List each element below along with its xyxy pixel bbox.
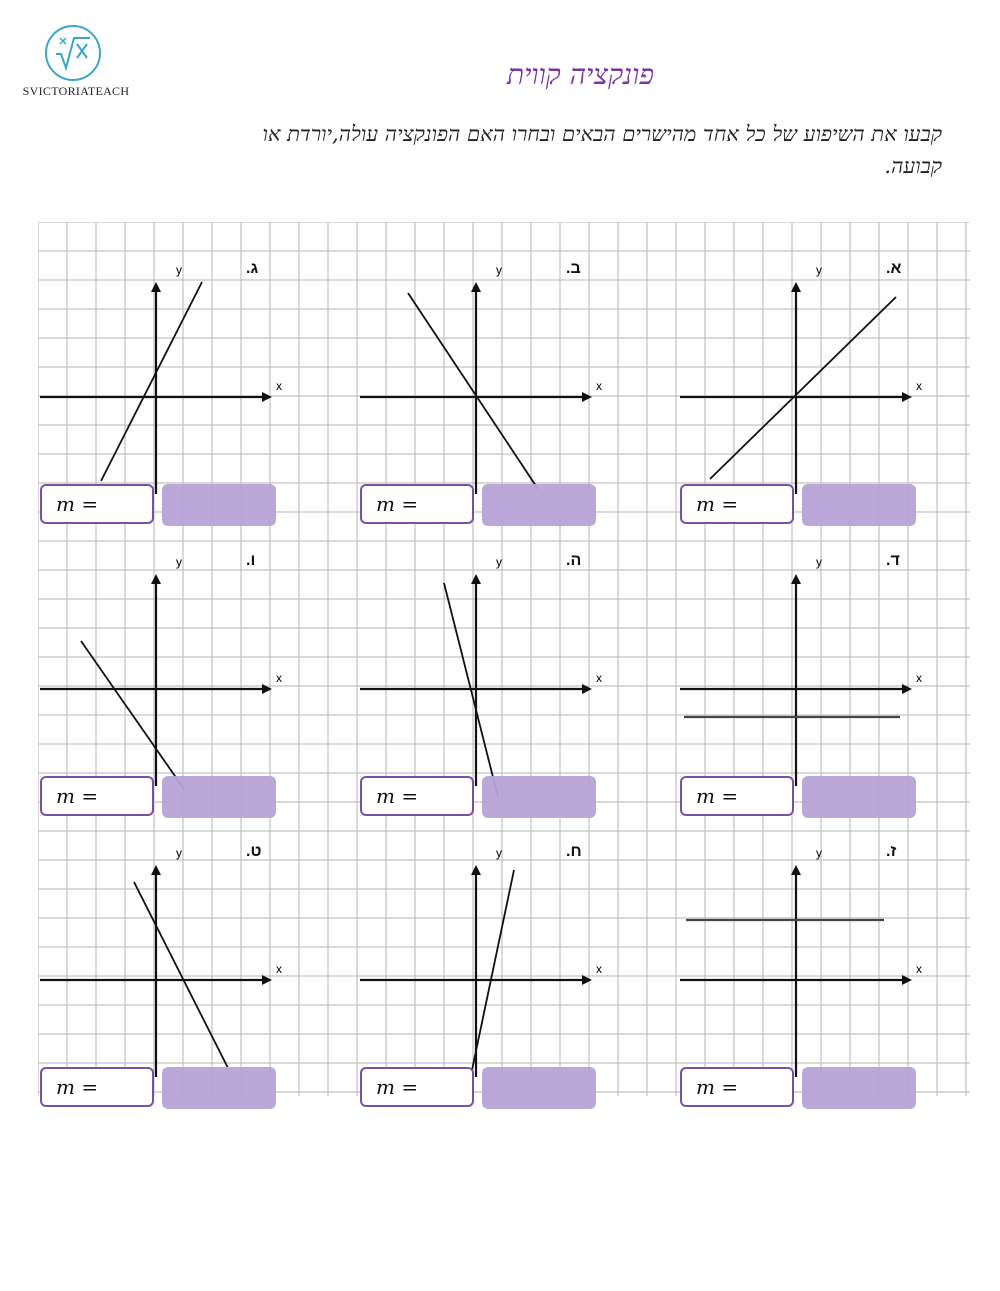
panel-letter: ד.	[886, 552, 900, 569]
answer-dropdown[interactable]	[482, 776, 596, 818]
panel-letter: ה.	[566, 552, 582, 569]
x-axis-label: x	[596, 671, 602, 685]
function-line	[472, 870, 514, 1070]
panel-3	[40, 263, 282, 494]
panel-7	[680, 846, 922, 1077]
sqrt-x-logo-icon	[44, 24, 102, 82]
y-axis-label: y	[496, 555, 502, 569]
y-axis-label: y	[176, 263, 182, 277]
panel-letter: ו.	[246, 552, 256, 569]
y-axis-label: y	[176, 846, 182, 860]
instructions: קבעו את השיפוע של כל אחד מהישרים הבאים ובחרו האם הפונקציה עולה,יורדת או קבועה.	[262, 122, 942, 178]
slope-input[interactable]: m =	[40, 484, 154, 524]
y-axis-arrow-icon	[151, 574, 161, 584]
x-axis-label: x	[276, 671, 282, 685]
slope-input[interactable]: m =	[360, 776, 474, 816]
answer-dropdown[interactable]	[802, 1067, 916, 1109]
panel-4	[680, 555, 922, 786]
function-line	[134, 882, 228, 1068]
y-axis-arrow-icon	[151, 282, 161, 292]
slope-input[interactable]: m =	[360, 484, 474, 524]
y-axis-label: y	[496, 263, 502, 277]
x-axis-arrow-icon	[902, 392, 912, 402]
x-axis-label: x	[596, 379, 602, 393]
panel-9	[40, 846, 282, 1077]
slope-input[interactable]: m =	[680, 776, 794, 816]
y-axis-label: y	[816, 555, 822, 569]
panel-letter: ג.	[246, 260, 259, 277]
panel-letter: ז.	[886, 843, 897, 860]
page-title: פונקציה קווית	[507, 58, 654, 91]
slope-input[interactable]: m =	[680, 1067, 794, 1107]
x-axis-label: x	[596, 962, 602, 976]
y-axis-label: y	[176, 555, 182, 569]
grid-lines	[38, 222, 970, 1096]
worksheet-grid	[38, 222, 970, 1099]
function-line	[101, 282, 202, 481]
y-axis-label: y	[816, 846, 822, 860]
function-line	[710, 297, 896, 479]
x-axis-label: x	[916, 379, 922, 393]
answer-dropdown[interactable]	[802, 484, 916, 526]
x-axis-label: x	[916, 671, 922, 685]
x-axis-arrow-icon	[582, 392, 592, 402]
x-axis-label: x	[916, 962, 922, 976]
panel-letter: ח.	[566, 843, 582, 860]
y-axis-label: y	[496, 846, 502, 860]
y-axis-arrow-icon	[151, 865, 161, 875]
answer-dropdown[interactable]	[162, 776, 276, 818]
panel-letter: ט.	[246, 843, 262, 860]
y-axis-label: y	[816, 263, 822, 277]
panel-letter: א.	[886, 260, 902, 277]
panel-5	[360, 555, 602, 797]
slope-input[interactable]: m =	[360, 1067, 474, 1107]
panel-letter: ב.	[566, 260, 581, 277]
panel-2	[360, 263, 602, 494]
answer-dropdown[interactable]	[802, 776, 916, 818]
panel-1	[680, 263, 922, 494]
slope-input[interactable]: m =	[40, 776, 154, 816]
x-axis-label: x	[276, 962, 282, 976]
logo	[14, 22, 138, 102]
grid-svg	[38, 222, 970, 1096]
panel-6	[40, 555, 282, 789]
slope-input[interactable]: m =	[680, 484, 794, 524]
answer-dropdown[interactable]	[162, 484, 276, 526]
x-axis-label: x	[276, 379, 282, 393]
logo-text: SVICTORIATEACH	[22, 84, 130, 98]
answer-dropdown[interactable]	[482, 1067, 596, 1109]
answer-dropdown[interactable]	[482, 484, 596, 526]
answer-dropdown[interactable]	[162, 1067, 276, 1109]
panel-8	[360, 846, 602, 1077]
slope-input[interactable]: m =	[40, 1067, 154, 1107]
